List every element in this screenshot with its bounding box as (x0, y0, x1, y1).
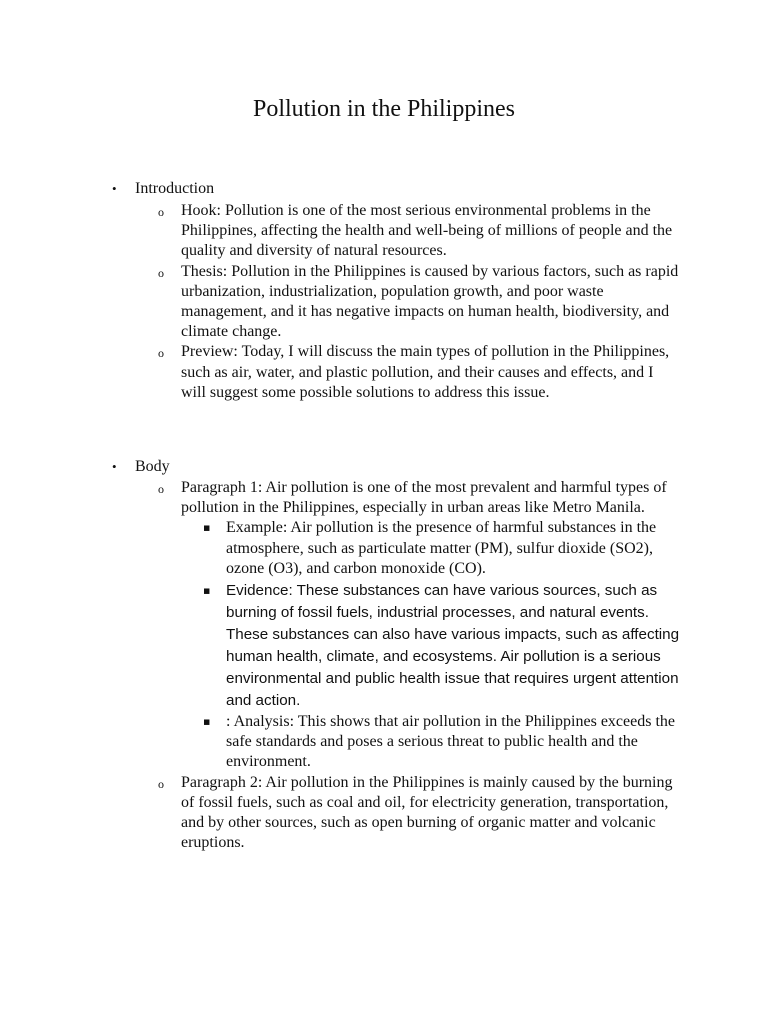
body-heading-row (0, 457, 768, 477)
list-item-text: Thesis: Pollution in the Philippines is caused by various factors, such as rapid urbanization, industrialization, population growth, and poor waste management, and it has negative impacts on human health, biodiversity, and climate change. (181, 262, 679, 341)
sub-item-text: Example: Air pollution is the presence of harmful substances in the atmosphere, such as particulate matter (PM), sulfur dioxide (SO2), ozone (O3), and carbon monoxide (CO). (226, 519, 657, 578)
list-item-thesis (158, 262, 681, 343)
square-bullet-icon: ▪ (203, 714, 211, 728)
introduction-section (0, 179, 768, 403)
list-item-text: Paragraph 2: Air pollution in the Philippines is mainly caused by the burning of fossil fuels, such as coal and oil, for electricity generation, transportation, and by other sources, such as open burning of organic matter and volcanic eruptions. (181, 773, 673, 852)
sub-item-text: Evidence: These substances can have various sources, such as burning of fossil fuels, industrial processes, and natural events. These substances can also have various impacts, such as affecting human health, climate, and ecosystems. Air pollution is a serious environmental and public health issue that requires urgent attention and action. (226, 581, 680, 709)
circle-bullet-icon: o (158, 265, 164, 280)
square-bullet-icon: ▪ (203, 583, 211, 597)
document-title: Pollution in the Philippines (252, 96, 516, 122)
list-item-text: Preview: Today, I will discuss the main types of pollution in the Philippines, such as air, water, and plastic pollution, and their causes and effects, and I will suggest some possible solutions to address this issue. (181, 343, 670, 401)
body-heading: Body (135, 458, 170, 475)
list-item-paragraph-1 (158, 478, 681, 518)
bullet-icon: • (112, 459, 117, 474)
introduction-heading: Introduction (135, 180, 215, 197)
list-item-text: Hook: Pollution is one of the most serious environmental problems in the Philippines, affecting the health and well-being of millions of people and the quality and diversity of natural resources. (181, 202, 673, 260)
introduction-heading-row (0, 179, 768, 199)
list-item-hook (158, 201, 681, 262)
list-item-text: Paragraph 1: Air pollution is one of the most prevalent and harmful types of pollution in the Philippines, especially in urban areas like Metro Manila. (181, 479, 667, 517)
sub-item-example (203, 518, 684, 579)
sub-item-evidence (203, 580, 684, 712)
sub-item-text: : Analysis: This shows that air pollution in the Philippines exceeds the safe standards and poses a serious threat to public health and the environment. (226, 712, 675, 771)
body-section (0, 457, 768, 854)
circle-bullet-icon: o (158, 346, 164, 361)
sub-item-analysis (203, 712, 684, 773)
list-item-paragraph-2 (158, 773, 681, 854)
square-bullet-icon: ▪ (203, 521, 211, 535)
circle-bullet-icon: o (158, 205, 164, 219)
bullet-icon: • (112, 181, 117, 196)
circle-bullet-icon: o (158, 482, 164, 496)
circle-bullet-icon: o (158, 776, 164, 791)
list-item-preview (158, 342, 681, 403)
